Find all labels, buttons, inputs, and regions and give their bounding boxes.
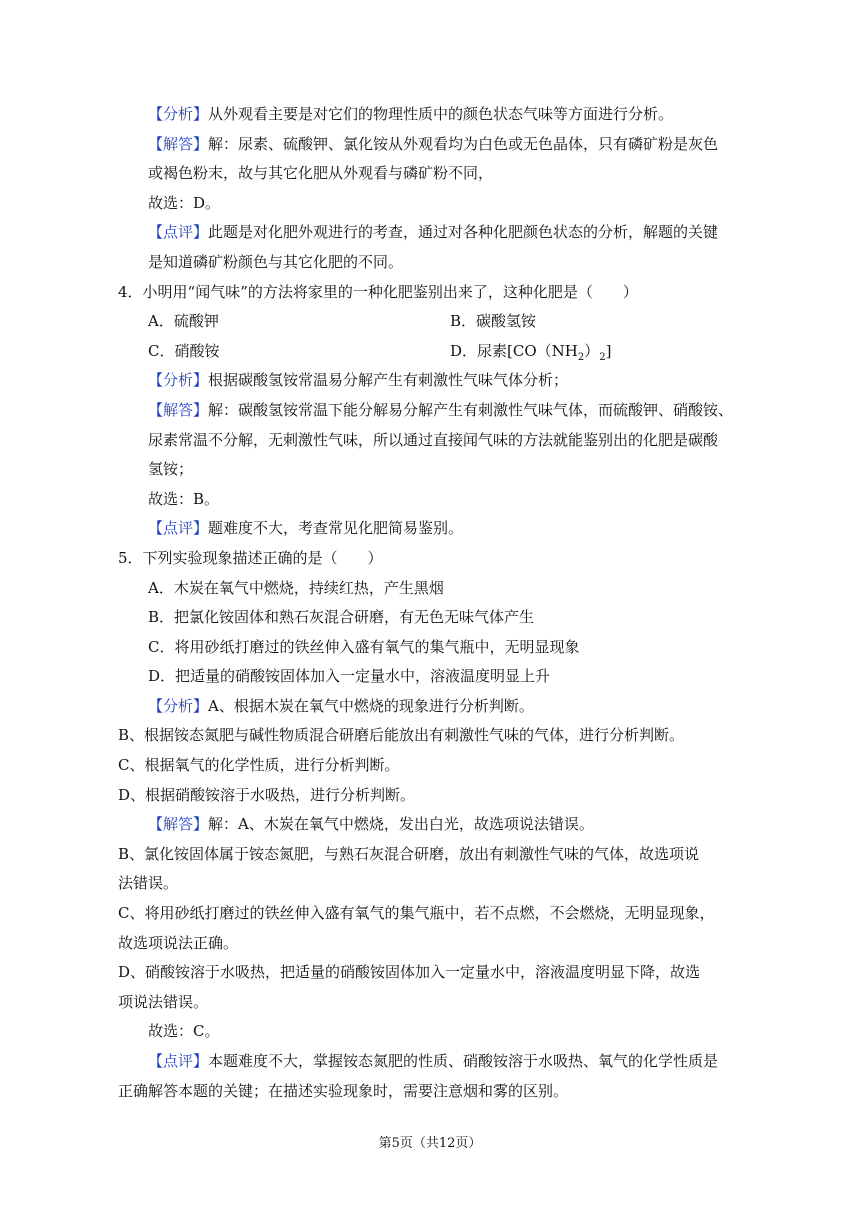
answer-continuation: 尿素常温不分解，无刺激性气味，所以通过直接闻气味的方法就能鉴别出的化肥是碳酸 xyxy=(148,430,719,449)
analysis-line-b: B、根据铵态氮肥与碱性物质混合研磨后能放出有刺激性气味的气体，进行分析判断。 xyxy=(118,726,685,745)
option-a: A．硫酸钾 xyxy=(148,312,219,331)
answer-continuation: 法错误。 xyxy=(118,874,179,893)
answer-paragraph: 【解答】解：碳酸氢铵常温下能分解易分解产生有刺激性气味气体，而硫酸钾、硝酸铵、 xyxy=(148,400,734,419)
analysis-line-c: C、根据氧气的化学性质，进行分析判断。 xyxy=(118,756,400,775)
question-5-stem: 5．下列实验现象描述正确的是（ ） xyxy=(118,548,383,567)
review-tag: 【点评】 xyxy=(148,223,209,242)
review-paragraph: 【点评】题难度不大，考查常见化肥简易鉴别。 xyxy=(148,519,464,538)
analysis-paragraph: 【分析】从外观看主要是对它们的物理性质中的颜色状态气味等方面进行分析。 xyxy=(148,105,674,123)
analysis-tag: 【分析】 xyxy=(148,105,209,123)
page-footer: 第5页（共12页） xyxy=(378,1136,482,1151)
question-4-options-row-1 xyxy=(118,307,758,337)
option-c: C．硝酸铵 xyxy=(148,341,220,360)
answer-continuation: 项说法错误。 xyxy=(118,992,209,1011)
answer-tag: 【解答】 xyxy=(148,815,209,834)
option-c: C．将用砂纸打磨过的铁丝伸入盛有氧气的集气瓶中，无明显现象 xyxy=(148,637,580,656)
answer-tag: 【解答】 xyxy=(148,134,209,153)
answer-tag: 【解答】 xyxy=(148,400,209,419)
analysis-line-d: D、根据硝酸铵溶于水吸热，进行分析判断。 xyxy=(118,785,416,804)
review-continuation: 正确解答本题的关键；在描述实验现象时，需要注意烟和雾的区别。 xyxy=(118,1081,569,1100)
answer-line-b: B、氯化铵固体属于铵态氮肥，与熟石灰混合研磨，放出有刺激性气味的气体，故选项说 xyxy=(118,844,700,863)
answer-continuation: 故选项说法正确。 xyxy=(118,933,239,952)
analysis-tag: 【分析】 xyxy=(148,371,209,390)
option-b: B．碳酸氢铵 xyxy=(450,312,537,331)
answer-paragraph: 【解答】解：A、木炭在氧气中燃烧，发出白光，故选项说法错误。 xyxy=(148,815,594,834)
review-paragraph: 【点评】本题难度不大，掌握铵态氮肥的性质、硝酸铵溶于水吸热、氧气的化学性质是 xyxy=(148,1052,719,1070)
review-continuation: 是知道磷矿粉颜色与其它化肥的不同。 xyxy=(148,252,404,271)
choice-line: 故选：B。 xyxy=(148,489,220,508)
choice-line: 故选：C。 xyxy=(148,1022,220,1041)
answer-paragraph: 【解答】解：尿素、硫酸钾、氯化铵从外观看均为白色或无色晶体，只有磷矿粉是灰色 xyxy=(148,134,719,153)
question-4-stem: 4．小明用“闻气味”的方法将家里的一种化肥鉴别出来了，这种化肥是（ ） xyxy=(118,282,638,301)
answer-line-d: D、硝酸铵溶于水吸热，把适量的硝酸铵固体加入一定量水中，溶液温度明显下降，故选 xyxy=(118,963,701,982)
answer-continuation: 或褐色粉末，故与其它化肥从外观看与磷矿粉不同， xyxy=(148,164,494,183)
choice-line: 故选：D。 xyxy=(148,193,221,212)
answer-line-c: C、将用砂纸打磨过的铁丝伸入盛有氧气的集气瓶中，若不点燃，不会燃烧，无明显现象， xyxy=(118,904,715,923)
review-tag: 【点评】 xyxy=(148,519,209,538)
option-d: D．把适量的硝酸铵固体加入一定量水中，溶液温度明显上升 xyxy=(148,667,551,686)
page-content xyxy=(118,100,758,1106)
question-4-options-row-2 xyxy=(118,337,758,367)
answer-continuation: 氢铵； xyxy=(148,460,194,479)
analysis-tag: 【分析】 xyxy=(148,696,209,715)
option-b: B．把氯化铵固体和熟石灰混合研磨，有无色无味气体产生 xyxy=(148,608,535,627)
review-paragraph: 【点评】此题是对化肥外观进行的考查，通过对各种化肥颜色状态的分析，解题的关键 xyxy=(148,223,719,242)
option-d: D．尿素$[CO(NH_2)_2]$ xyxy=(450,341,612,363)
option-a: A．木炭在氧气中燃烧，持续红热，产生黑烟 xyxy=(148,578,444,597)
analysis-paragraph: 【分析】A、根据木炭在氧气中燃烧的现象进行分析判断。 xyxy=(148,696,534,715)
review-tag: 【点评】 xyxy=(148,1052,209,1070)
analysis-paragraph: 【分析】根据碳酸氢铵常温易分解产生有刺激性气味气体分析； xyxy=(148,371,569,390)
